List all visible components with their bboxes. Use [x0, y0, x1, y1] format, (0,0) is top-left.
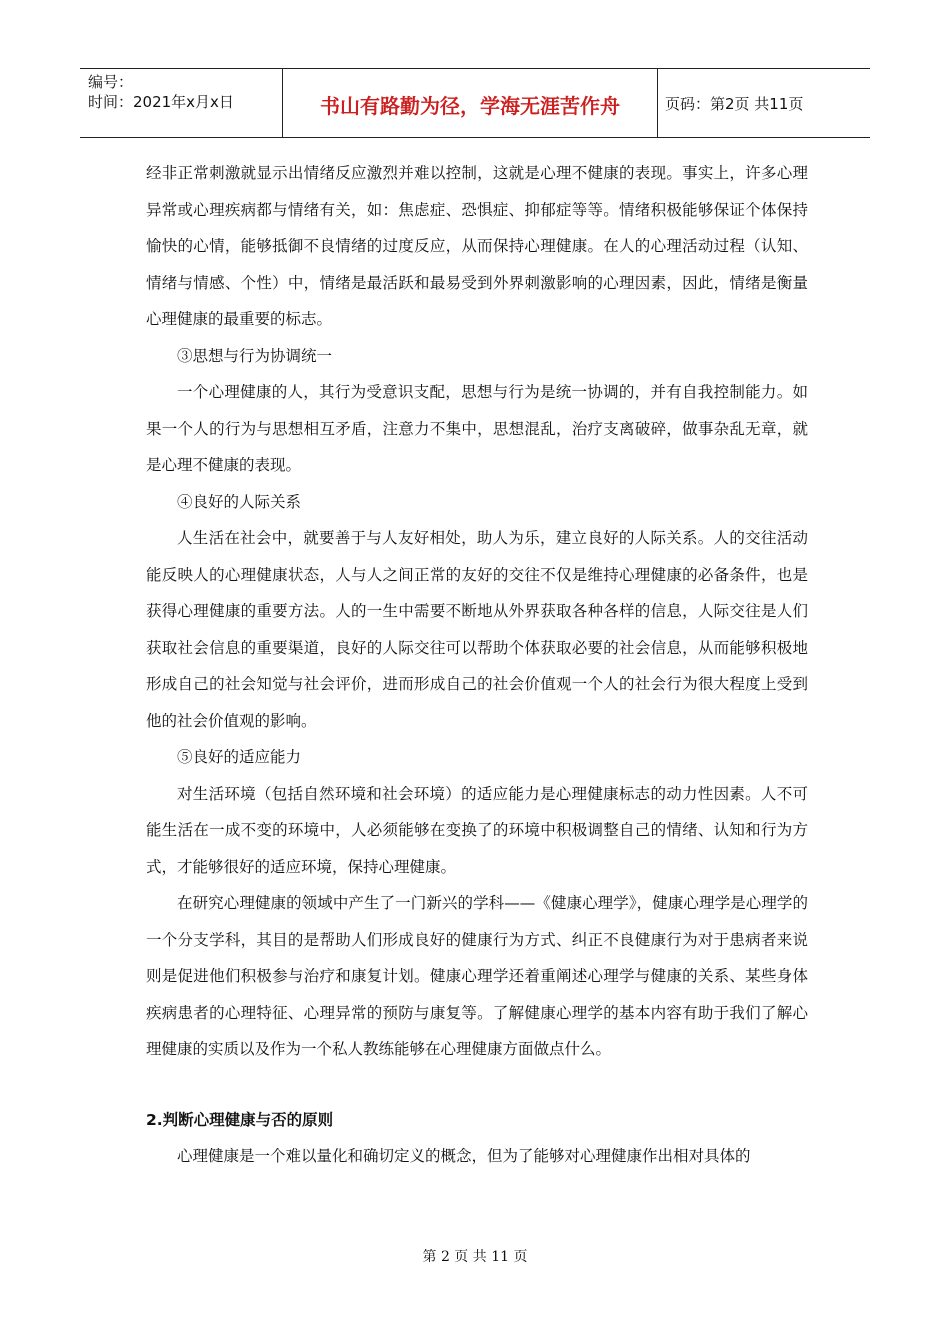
paragraph-principles: 心理健康是一个难以量化和确切定义的概念，但为了能够对心理健康作出相对具体的: [177, 1147, 751, 1165]
document-number-label: 编号：: [88, 73, 134, 91]
header-motto: 书山有路勤为径，学海无涯苦作舟: [320, 94, 620, 118]
section-spacer: [146, 1068, 808, 1102]
paragraph-emotion-continued: 经非正常刺激就显示出情绪反应激烈并难以控制，这就是心理不健康的表现。事实上，许多心理异常或心理疾病都与情绪有关，如：焦虑症、恐惧症、抑郁症等等。情绪积极能够保证个体保持愉快的心情，能够抵御不良情绪的过度反应，从而保持心理健康。在人的心理活动过程（认知、情绪与情感、个性）中，情绪是最活跃和最易受到外界刺激影响的心理因素，因此，情绪是衡量心理健康的最重要的标志。: [146, 164, 808, 328]
header-page-code: 页码：第2页 共11页: [665, 95, 804, 113]
paragraph-adaptability: 对生活环境（包括自然环境和社会环境）的适应能力是心理健康标志的动力性因素。人不可能生活在一成不变的环境中，人必须能够在变换了的环境中积极调整自己的情绪、认知和行为方式，才能够很好的适应环境，保持心理健康。: [146, 784, 808, 876]
subheading-adaptability: ⑤良好的适应能力: [177, 748, 302, 766]
section-heading-2: 2.判断心理健康与否的原则: [146, 1110, 334, 1129]
document-header: [80, 68, 870, 138]
paragraph-thought-behavior: 一个心理健康的人，其行为受意识支配，思想与行为是统一协调的，并有自我控制能力。如果一个人的行为与思想相互矛盾，注意力不集中，思想混乱，治疗支离破碎，做事杂乱无章，就是心理不健康的表现。: [146, 383, 808, 474]
paragraph-interpersonal: 人生活在社会中，就要善于与人友好相处，助人为乐，建立良好的人际关系。人的交往活动能反映人的心理健康状态，人与人之间正常的友好的交往不仅是维持心理健康的必备条件，也是获得心理健康的重要方法。人的一生中需要不断地从外界获取各种各样的信息，人际交往是人们获取社会信息的重要渠道，良好的人际交往可以帮助个体获取必要的社会信息，从而能够积极地形成自己的社会知觉与社会评价，进而形成自己的社会价值观一个人的社会行为很大程度上受到他的社会价值观的影响。: [146, 529, 808, 730]
document-date-label: 时间：2021年x月x日: [88, 93, 234, 111]
subheading-interpersonal: ④良好的人际关系: [177, 492, 302, 511]
header-motto-cell: [282, 69, 658, 137]
header-meta-cell: [80, 69, 282, 137]
header-page-cell: [657, 69, 870, 137]
subheading-thought-behavior: ③思想与行为协调统一: [177, 346, 333, 365]
page-footer: 第 2 页 共 11 页: [422, 1249, 528, 1265]
paragraph-health-psychology: 在研究心理健康的领域中产生了一门新兴的学科——《健康心理学》，健康心理学是心理学的一个分支学科，其目的是帮助人们形成良好的健康行为方式、纠正不良健康行为对于患病者来说则是促进他们积极参与治疗和康复计划。健康心理学还着重阐述心理学与健康的关系、某些身体疾病患者的心理特征、心理异常的预防与康复等。了解健康心理学的基本内容有助于我们了解心理健康的实质以及作为一个私人教练能够在心理健康方面做点什么。: [146, 894, 808, 1058]
document-body: [146, 155, 808, 1175]
